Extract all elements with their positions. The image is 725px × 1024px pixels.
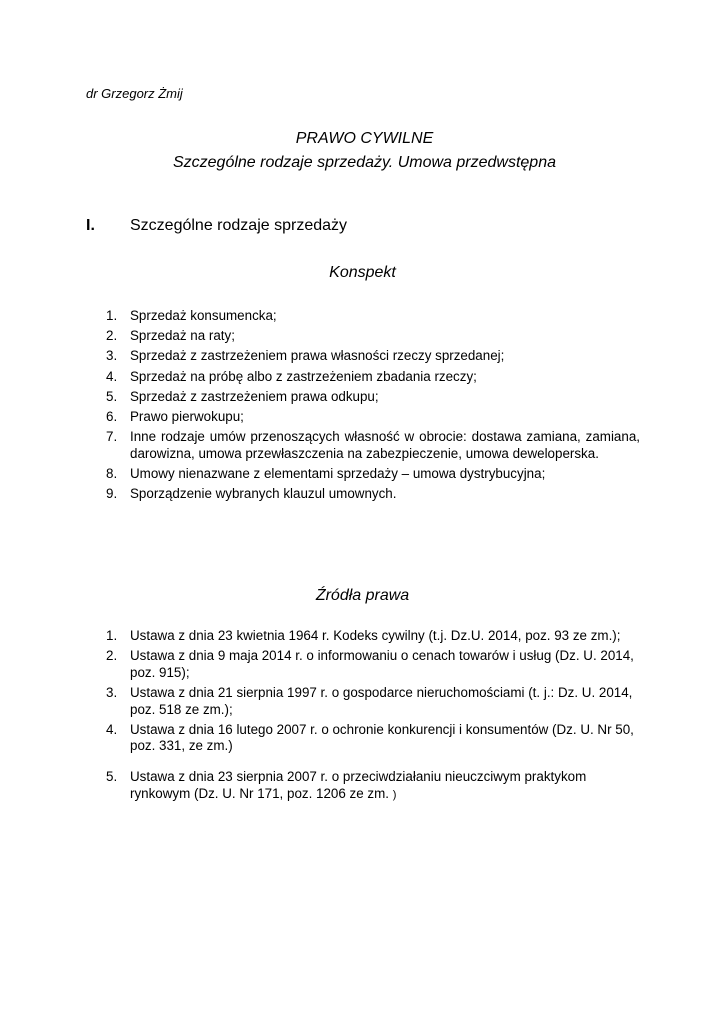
- list-marker: 2.: [106, 328, 118, 344]
- title-line-2: Szczególne rodzaje sprzedaży. Umowa przedwstępna: [172, 154, 556, 171]
- list-item: [106, 429, 640, 463]
- list-item: [106, 769, 640, 804]
- list-item: [106, 369, 640, 386]
- list-marker: 8.: [106, 466, 118, 482]
- section-heading: [86, 217, 347, 235]
- list-item-text: Inne rodzaje umów przenoszących własność w obrocie: dostawa zamiana, zamiana, darowizna, umowa przewłaszczenia na zabezpieczenie, umowa deweloperska.: [130, 429, 640, 461]
- list-item-text: Sprzedaż z zastrzeżeniem prawa odkupu;: [130, 388, 379, 404]
- list-item: [106, 486, 640, 503]
- sources-heading: Źródła prawa: [315, 587, 410, 604]
- list-marker: 1.: [106, 308, 118, 323]
- list-item-text: Ustawa z dnia 23 sierpnia 2007 r. o przeciwdziałaniu nieuczciwym praktykom rynkowym (Dz. U. Nr 171, poz. 1206 ze zm.: [130, 769, 587, 801]
- list-item-text: Sprzedaż z zastrzeżeniem prawa własności rzeczy sprzedanej;: [130, 348, 505, 364]
- list-item-text: Sprzedaż na próbę albo z zastrzeżeniem zbadania rzeczy;: [130, 368, 477, 384]
- list-item: [106, 389, 640, 406]
- list-item: [106, 722, 640, 756]
- list-item-text: Sprzedaż na raty;: [130, 328, 235, 344]
- list-marker: 5.: [106, 769, 118, 785]
- list-item: [106, 308, 640, 325]
- list-item-text: Ustawa z dnia 21 sierpnia 1997 r. o gospodarce nieruchomościami (t. j.: Dz. U. 2014, poz. 518 ze zm.);: [130, 684, 633, 717]
- list-item: [106, 348, 640, 365]
- list-item: [106, 409, 640, 426]
- list-item: [106, 328, 640, 345]
- list-marker: 5.: [106, 388, 118, 404]
- list-marker: 1.: [106, 628, 118, 643]
- title-line-1: PRAWO CYWILNE: [295, 130, 434, 147]
- list-marker: 7.: [106, 429, 118, 445]
- sources-list: [106, 628, 640, 807]
- list-item-text: Ustawa z dnia 16 lutego 2007 r. o ochronie konkurencji i konsumentów (Dz. U. Nr 50, poz. 331, ze zm.): [130, 721, 634, 754]
- konspekt-heading: Konspekt: [329, 264, 396, 281]
- list-item: [106, 685, 640, 719]
- list-item: [106, 628, 640, 645]
- list-marker: 4.: [106, 721, 118, 737]
- document-title: [0, 127, 725, 175]
- section-title: Szczególne rodzaje sprzedaży: [130, 217, 348, 234]
- list-item: [106, 466, 640, 483]
- list-item-text: Umowy nienazwane z elementami sprzedaży – umowa dystrybucyjna;: [130, 466, 546, 482]
- list-item-text: Sporządzenie wybranych klauzul umownych.: [130, 486, 397, 502]
- list-marker: 4.: [106, 368, 118, 384]
- list-item-text: Prawo pierwokupu;: [130, 408, 244, 424]
- konspekt-list: [106, 308, 640, 506]
- closing-paren: ): [392, 788, 397, 801]
- list-marker: 9.: [106, 486, 118, 502]
- list-item-text: Sprzedaż konsumencka;: [130, 308, 277, 323]
- section-number: I.: [86, 217, 95, 234]
- list-marker: 6.: [106, 408, 118, 424]
- list-item-text: Ustawa z dnia 23 kwietnia 1964 r. Kodeks cywilny (t.j. Dz.U. 2014, poz. 93 ze zm.);: [130, 628, 621, 643]
- list-marker: 3.: [106, 684, 118, 700]
- author-name: dr Grzegorz Żmij: [86, 86, 183, 101]
- list-item-text: Ustawa z dnia 9 maja 2014 r. o informowaniu o cenach towarów i usług (Dz. U. 2014, poz. 915);: [130, 647, 634, 680]
- list-marker: 3.: [106, 348, 118, 364]
- list-marker: 2.: [106, 647, 118, 663]
- list-item: [106, 648, 640, 682]
